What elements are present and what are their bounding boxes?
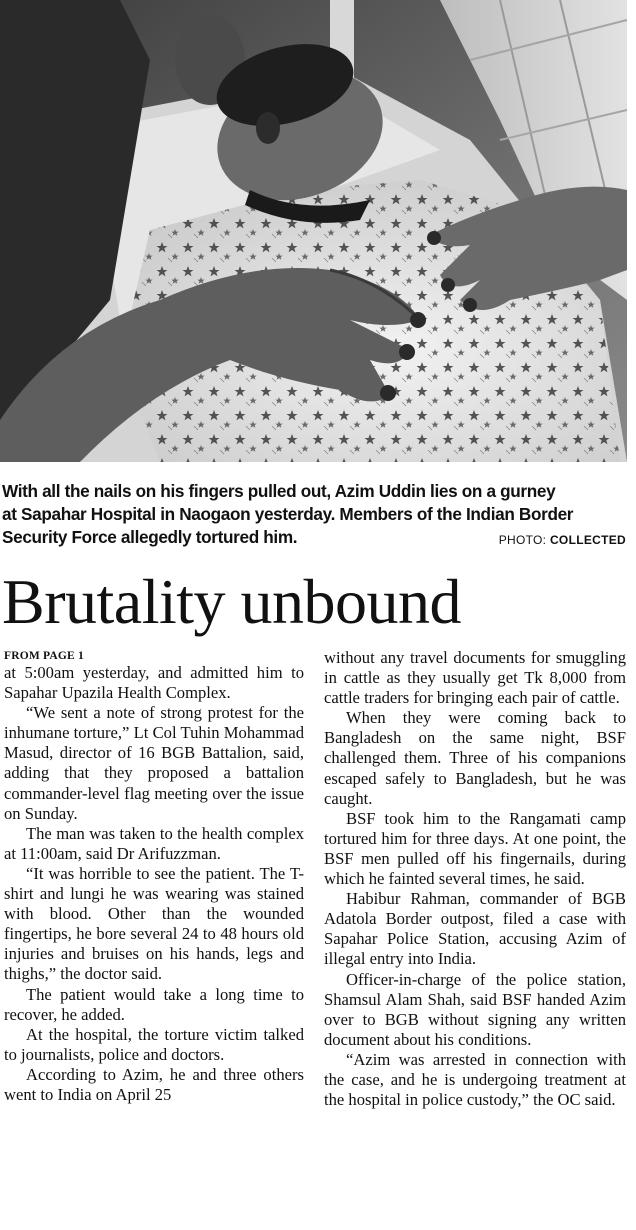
article-column-right <box>324 648 626 1110</box>
paragraph: The patient would take a long time to recover, he added. <box>4 984 304 1024</box>
headline: Brutality unbound <box>2 566 462 637</box>
paragraph: “Azim was arrested in connection with the case, and he is undergoing treatment at the hospital in police custody,” the OC said. <box>324 1049 626 1110</box>
paragraph: “We sent a note of strong protest for the inhumane torture,” Lt Col Tuhin Mohammad Masud, director of 16 BGB Battalion, said, adding that they proposed a battalion commander-level flag meeting over the issue on Sunday. <box>4 703 304 823</box>
caption-line: With all the nails on his fingers pulled out, Azim Uddin lies on a gurney <box>2 481 556 501</box>
paragraph: Officer-in-charge of the police station, Shamsul Alam Shah, said BSF handed Azim over to BGB without signing any written document about his conditions. <box>324 969 626 1049</box>
article-column-left <box>4 648 304 1105</box>
kicker: FROM PAGE 1 <box>4 650 84 662</box>
caption-line: at Sapahar Hospital in Naogaon yesterday. Members of the Indian Border <box>2 504 574 524</box>
paragraph: BSF took him to the Rangamati camp tortured him for three days. At one point, the BSF men pulled off his fingernails, during which he fainted several times, he said. <box>324 808 626 889</box>
paragraph: The man was taken to the health complex at 11:00am, said Dr Arifuzzman. <box>4 823 304 863</box>
injured-man-on-gurney-photo <box>0 0 627 462</box>
credit-source: COLLECTED <box>549 533 626 547</box>
paragraph: at 5:00am yesterday, and admitted him to Sapahar Upazila Health Complex. <box>4 663 304 703</box>
paragraph: According to Azim, he and three others went to India on April 25 <box>4 1064 304 1104</box>
news-photo <box>0 0 627 462</box>
paragraph: When they were coming back to Bangladesh on the same night, BSF challenged them. Three of his companions escaped safely to Bangladesh, but he was caught. <box>324 708 626 808</box>
paragraph: Habibur Rahman, commander of BGB Adatola Border outpost, filed a case with Sapahar Police Station, accusing Azim of illegal entry into India. <box>324 889 626 969</box>
paragraph: without any travel documents for smuggling in cattle as they usually get Tk 8,000 from cattle traders for bringing each pair of cattle. <box>324 648 626 708</box>
paragraph: At the hospital, the torture victim talked to journalists, police and doctors. <box>4 1024 304 1064</box>
paragraph: “It was horrible to see the patient. The T-shirt and lungi he was wearing was stained with blood. Other than the wounded fingertips, he bore several 24 to 48 hours old injuries and bruises on his hands, legs and thighs,” the doctor said. <box>4 863 304 984</box>
caption-line: Security Force allegedly tortured him. <box>2 527 298 547</box>
credit-prefix: PHOTO: <box>498 533 547 547</box>
photo-credit <box>499 533 626 547</box>
